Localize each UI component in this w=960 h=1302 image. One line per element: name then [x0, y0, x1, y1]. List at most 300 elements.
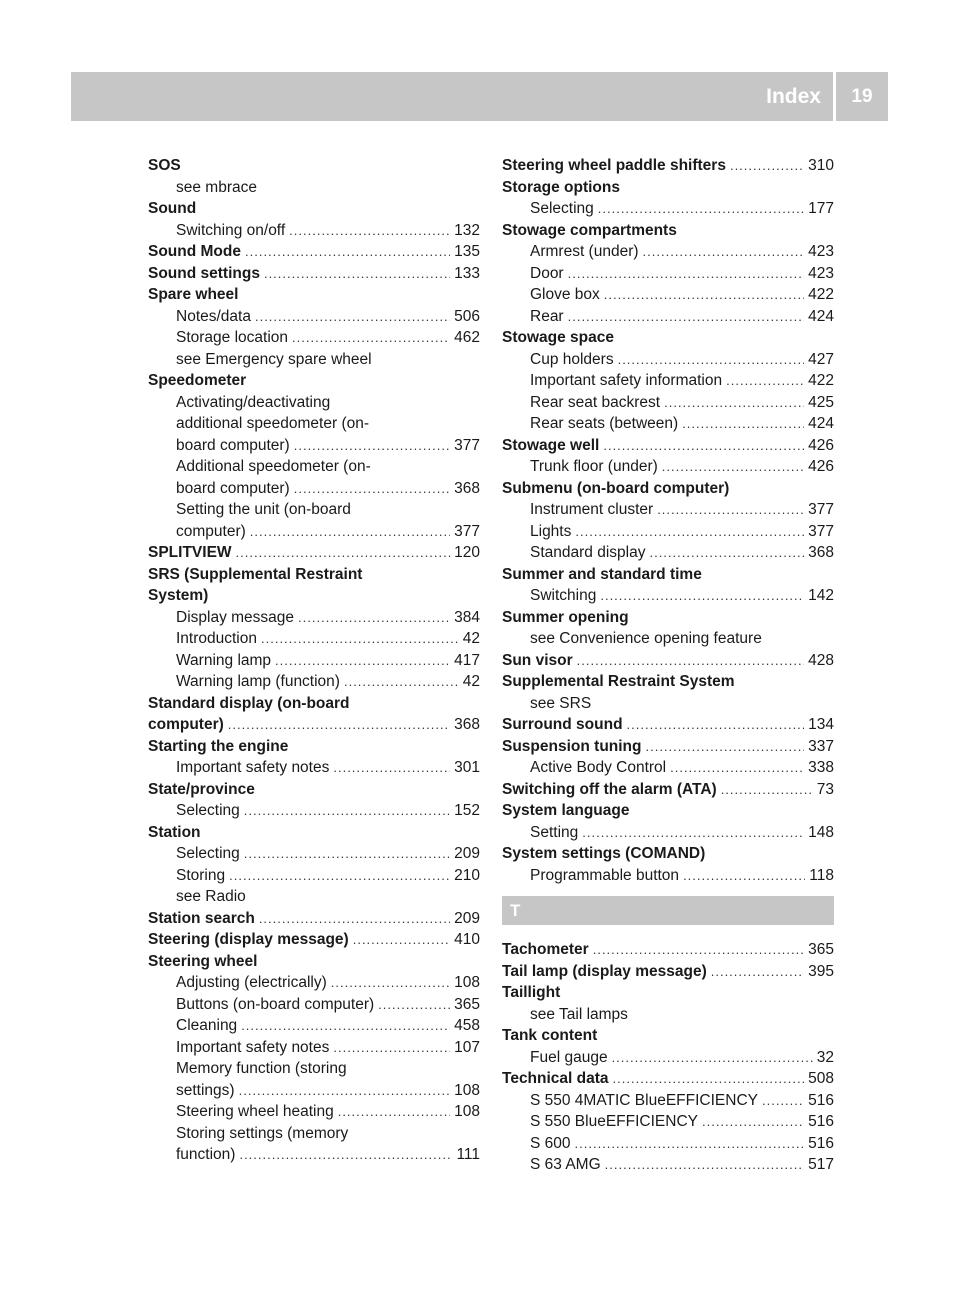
index-subentry[interactable]	[148, 1015, 480, 1037]
index-subentry[interactable]	[502, 1090, 834, 1112]
index-subentry[interactable]	[502, 456, 834, 478]
dot-leader	[255, 306, 450, 328]
dot-leader	[730, 155, 804, 177]
entry-page-number[interactable]: 424	[808, 307, 834, 325]
entry-term: Taillight	[502, 984, 561, 1001]
entry-term: Stowage space	[502, 329, 614, 346]
dot-leader	[294, 435, 450, 457]
index-subentry[interactable]	[502, 1154, 834, 1176]
index-entry[interactable]	[148, 929, 480, 951]
index-subentry[interactable]	[502, 198, 834, 220]
dot-leader	[298, 607, 450, 629]
index-entry	[148, 284, 480, 306]
index-subentry[interactable]	[148, 435, 480, 457]
dot-leader	[683, 865, 805, 887]
index-entry	[502, 607, 834, 629]
entry-page-number[interactable]: 337	[808, 737, 834, 755]
entry-term: System)	[148, 587, 209, 604]
entry-term: Switching off the alarm (ATA)	[502, 780, 717, 798]
index-subentry[interactable]	[148, 865, 480, 887]
entry-page-number[interactable]: 177	[808, 200, 834, 217]
entry-page-number[interactable]: 410	[454, 931, 480, 948]
dot-leader	[264, 263, 450, 285]
index-entry	[502, 177, 834, 199]
index-subentry	[148, 456, 480, 478]
entry-term: Trunk floor (under)	[530, 458, 658, 475]
entry-page-number[interactable]: 508	[808, 1070, 834, 1087]
entry-term: Notes/data	[176, 307, 251, 325]
entry-page-number[interactable]: 209	[454, 909, 480, 927]
entry-page-number[interactable]: 134	[808, 716, 834, 733]
dot-leader	[627, 714, 805, 736]
entry-term: Storing settings (memory	[176, 1124, 349, 1142]
entry-page-number[interactable]: 377	[454, 522, 480, 540]
index-entry	[502, 1025, 834, 1047]
dot-leader	[662, 456, 804, 478]
entry-page-number[interactable]: 428	[808, 651, 834, 669]
entry-page-number[interactable]: 417	[454, 651, 480, 669]
entry-page-number[interactable]: 135	[454, 243, 480, 260]
entry-page-number[interactable]: 108	[454, 1081, 480, 1099]
entry-term: Sun visor	[502, 651, 573, 669]
index-column-left	[148, 155, 480, 1166]
entry-term: Steering wheel	[148, 952, 258, 970]
dot-leader	[244, 843, 450, 865]
entry-term: Switching on/off	[176, 221, 286, 239]
entry-page-number[interactable]: 426	[808, 458, 834, 475]
dot-leader	[378, 994, 450, 1016]
entry-page-number[interactable]: 365	[454, 995, 480, 1013]
index-entry	[502, 478, 834, 500]
entry-term: Stowage well	[502, 436, 600, 454]
index-subentry[interactable]	[502, 349, 834, 371]
dot-leader	[664, 392, 804, 414]
entry-page-number[interactable]: 73	[816, 780, 834, 798]
dot-leader	[721, 779, 813, 801]
index-subentry[interactable]	[502, 1133, 834, 1155]
entry-term: see Tail lamps	[530, 1005, 628, 1023]
dot-leader	[598, 198, 804, 220]
header-bar	[71, 72, 888, 121]
index-entry	[148, 564, 480, 586]
dot-leader	[604, 284, 804, 306]
entry-term: Suspension tuning	[502, 737, 642, 755]
dot-leader	[603, 435, 804, 457]
entry-term: Activating/deactivating	[176, 393, 331, 411]
entry-page-number[interactable]: 458	[454, 1017, 480, 1034]
entry-term: SOS	[148, 157, 181, 174]
dot-leader	[575, 1133, 805, 1155]
entry-term: Selecting	[176, 802, 240, 819]
entry-term: Display message	[176, 608, 295, 626]
entry-term: board computer)	[176, 479, 290, 497]
index-subentry[interactable]	[148, 972, 480, 994]
entry-term: Sound settings	[148, 264, 260, 282]
dot-leader	[245, 241, 450, 263]
entry-page-number[interactable]: 107	[454, 1038, 480, 1056]
entry-term: Warning lamp	[176, 651, 272, 669]
entry-term: S 550 BlueEFFICIENCY	[530, 1113, 698, 1130]
index-entry[interactable]	[502, 1068, 834, 1090]
index-column-right	[502, 155, 834, 1176]
index-subentry[interactable]	[148, 607, 480, 629]
entry-term: Armrest (under)	[530, 243, 639, 260]
dot-leader	[292, 327, 450, 349]
index-entry	[502, 564, 834, 586]
entry-page-number[interactable]: 310	[808, 157, 834, 174]
entry-term: Standard display (on-board	[148, 694, 350, 712]
dot-leader	[244, 800, 450, 822]
entry-term: S 550 4MATIC BlueEFFICIENCY	[530, 1091, 758, 1109]
entry-page-number[interactable]: 517	[808, 1156, 834, 1173]
index-entry[interactable]	[502, 961, 834, 983]
index-entry	[502, 843, 834, 865]
dot-leader	[333, 1037, 450, 1059]
entry-term: see Radio	[176, 888, 246, 905]
index-subentry[interactable]	[502, 757, 834, 779]
dot-leader	[726, 370, 804, 392]
index-subentry	[148, 349, 480, 371]
dot-leader	[338, 1101, 450, 1123]
index-subentry[interactable]	[502, 521, 834, 543]
index-entry[interactable]	[148, 263, 480, 285]
index-entry[interactable]	[148, 542, 480, 564]
index-entry	[148, 822, 480, 844]
entry-term: Adjusting (electrically)	[176, 974, 327, 991]
index-subentry	[148, 886, 480, 908]
index-subentry[interactable]	[148, 220, 480, 242]
entry-page-number[interactable]: 427	[808, 350, 834, 368]
index-subentry[interactable]	[148, 521, 480, 543]
index-subentry[interactable]	[502, 284, 834, 306]
entry-term: Buttons (on-board computer)	[176, 995, 375, 1013]
entry-term: additional speedometer (on-	[176, 415, 370, 432]
index-entry[interactable]	[148, 908, 480, 930]
index-subentry[interactable]	[148, 1144, 480, 1166]
entry-page-number[interactable]: 377	[808, 522, 834, 540]
dot-leader	[612, 1047, 813, 1069]
entry-page-number[interactable]: 422	[808, 286, 834, 303]
page-number: 19	[851, 85, 873, 107]
entry-page-number[interactable]: 365	[808, 941, 834, 958]
entry-term: Important safety notes	[176, 1038, 330, 1056]
index-entry	[148, 736, 480, 758]
dot-leader	[333, 757, 450, 779]
index-entry	[502, 220, 834, 242]
dot-leader	[762, 1090, 804, 1112]
entry-term: System language	[502, 802, 630, 819]
dot-leader	[643, 241, 805, 263]
entry-page-number[interactable]: 142	[808, 587, 834, 604]
entry-term: Setting the unit (on-board	[176, 501, 351, 518]
entry-term: Supplemental Restraint System	[502, 673, 735, 690]
dot-leader	[577, 650, 804, 672]
dot-leader	[239, 1144, 452, 1166]
entry-term: settings)	[176, 1081, 235, 1099]
index-entry	[502, 327, 834, 349]
index-entry	[148, 155, 480, 177]
dot-leader	[353, 929, 450, 951]
entry-page-number[interactable]: 152	[454, 802, 480, 819]
dot-leader	[261, 628, 459, 650]
entry-term: Tail lamp (display message)	[502, 962, 707, 980]
index-subentry[interactable]	[502, 585, 834, 607]
dot-leader	[711, 961, 804, 983]
index-subentry[interactable]	[148, 650, 480, 672]
entry-page-number[interactable]: 301	[454, 759, 480, 776]
entry-term: see Convenience opening feature	[530, 630, 762, 647]
index-subentry	[502, 628, 834, 650]
entry-term: Selecting	[176, 845, 240, 862]
entry-term: Summer and standard time	[502, 565, 702, 583]
entry-page-number[interactable]: 133	[454, 264, 480, 282]
index-entry[interactable]	[502, 714, 834, 736]
dot-leader	[657, 499, 804, 521]
dot-leader	[236, 542, 451, 564]
entry-page-number[interactable]: 42	[462, 630, 480, 647]
index-subentry[interactable]	[502, 413, 834, 435]
dot-leader	[600, 585, 804, 607]
index-subentry[interactable]	[148, 1101, 480, 1123]
entry-page-number[interactable]: 132	[454, 221, 480, 239]
index-subentry[interactable]	[502, 822, 834, 844]
entry-term: Door	[530, 264, 564, 282]
entry-term: Stowage compartments	[502, 221, 677, 239]
dot-leader	[618, 349, 805, 371]
dot-leader	[605, 1154, 804, 1176]
entry-term: Active Body Control	[530, 759, 667, 776]
entry-term: Starting the engine	[148, 737, 289, 755]
index-subentry[interactable]	[502, 241, 834, 263]
entry-page-number[interactable]: 108	[454, 1103, 480, 1120]
entry-page-number[interactable]: 338	[808, 759, 834, 776]
entry-page-number[interactable]: 210	[454, 866, 480, 884]
entry-term: Important safety notes	[176, 759, 330, 776]
index-subentry[interactable]	[502, 263, 834, 285]
entry-page-number[interactable]: 425	[808, 393, 834, 411]
entry-page-number[interactable]: 209	[454, 845, 480, 862]
entry-page-number[interactable]: 368	[454, 716, 480, 733]
entry-page-number[interactable]: 377	[454, 436, 480, 454]
dot-leader	[649, 542, 804, 564]
index-entry	[148, 585, 480, 607]
entry-term: Spare wheel	[148, 286, 239, 303]
dot-leader	[568, 263, 805, 285]
index-subentry	[148, 499, 480, 521]
entry-term: see mbrace	[176, 178, 257, 196]
dot-leader	[228, 714, 450, 736]
index-subentry[interactable]	[148, 1080, 480, 1102]
index-subentry[interactable]	[148, 671, 480, 693]
entry-term: Cup holders	[530, 350, 614, 368]
entry-term: Speedometer	[148, 372, 247, 389]
index-subentry[interactable]	[502, 542, 834, 564]
entry-term: Tachometer	[502, 941, 589, 958]
entry-page-number[interactable]: 423	[808, 264, 834, 282]
entry-page-number[interactable]: 111	[456, 1146, 480, 1163]
entry-term: Summer opening	[502, 608, 629, 626]
entry-term: see SRS	[530, 694, 592, 712]
entry-term: Sound Mode	[148, 243, 241, 260]
dot-leader	[289, 220, 450, 242]
index-entry[interactable]	[502, 155, 834, 177]
entry-term: Storing	[176, 866, 226, 884]
entry-term: computer)	[176, 522, 246, 540]
entry-term: SRS (Supplemental Restraint	[148, 565, 363, 583]
dot-leader	[239, 1080, 451, 1102]
entry-term: Switching	[530, 587, 597, 604]
entry-page-number[interactable]: 108	[454, 974, 480, 991]
entry-term: Setting	[530, 823, 579, 841]
entry-term: Technical data	[502, 1070, 609, 1087]
entry-term: S 600	[530, 1134, 571, 1152]
entry-term: Steering wheel paddle shifters	[502, 157, 726, 174]
entry-term: computer)	[148, 716, 224, 733]
dot-leader	[250, 521, 450, 543]
dot-leader	[593, 939, 804, 961]
index-entry[interactable]	[502, 736, 834, 758]
dot-leader	[241, 1015, 450, 1037]
dot-leader	[682, 413, 804, 435]
index-subentry[interactable]	[502, 499, 834, 521]
entry-page-number[interactable]: 368	[808, 544, 834, 561]
index-subentry[interactable]	[148, 800, 480, 822]
index-entry[interactable]	[502, 650, 834, 672]
dot-leader	[294, 478, 450, 500]
entry-term: Storage options	[502, 178, 620, 196]
index-entry	[148, 693, 480, 715]
entry-term: Lights	[530, 522, 572, 540]
index-subentry[interactable]	[148, 478, 480, 500]
entry-page-number[interactable]: 32	[816, 1048, 834, 1066]
entry-term: S 63 AMG	[530, 1156, 601, 1173]
entry-page-number[interactable]: 118	[809, 866, 834, 884]
index-subentry[interactable]	[502, 865, 834, 887]
page-title: Index	[766, 84, 821, 108]
index-subentry	[148, 1058, 480, 1080]
dot-leader	[344, 671, 459, 693]
entry-term: board computer)	[176, 436, 290, 454]
entry-page-number[interactable]: 384	[454, 608, 480, 626]
dot-leader	[582, 822, 804, 844]
entry-term: Surround sound	[502, 716, 623, 733]
entry-term: Programmable button	[530, 866, 680, 884]
index-subentry[interactable]	[502, 306, 834, 328]
entry-page-number[interactable]: 506	[454, 307, 480, 325]
entry-page-number[interactable]: 516	[808, 1091, 834, 1109]
entry-term: System settings (COMAND)	[502, 845, 706, 862]
entry-term: Station search	[148, 909, 255, 927]
entry-term: Steering (display message)	[148, 931, 349, 948]
entry-term: Warning lamp (function)	[176, 673, 340, 690]
entry-term: Important safety information	[530, 372, 723, 389]
index-entry	[148, 198, 480, 220]
index-subentry	[502, 693, 834, 715]
index-subentry[interactable]	[502, 392, 834, 414]
entry-term: Station	[148, 823, 201, 841]
index-entry[interactable]	[502, 779, 834, 801]
index-entry[interactable]	[148, 714, 480, 736]
entry-page-number[interactable]: 395	[808, 962, 834, 980]
entry-page-number[interactable]: 462	[454, 329, 480, 346]
index-entry	[148, 779, 480, 801]
dot-leader	[568, 306, 805, 328]
entry-page-number[interactable]: 120	[454, 544, 480, 561]
index-entry[interactable]	[502, 939, 834, 961]
dot-leader	[575, 521, 804, 543]
entry-term: Cleaning	[176, 1017, 238, 1034]
index-subentry[interactable]	[148, 306, 480, 328]
entry-term: Sound	[148, 200, 197, 217]
dot-leader	[275, 650, 450, 672]
entry-page-number[interactable]: 516	[808, 1134, 834, 1152]
index-subentry	[148, 177, 480, 199]
index-entry	[148, 370, 480, 392]
index-subentry	[148, 392, 480, 414]
index-subentry[interactable]	[148, 1037, 480, 1059]
index-subentry	[148, 1123, 480, 1145]
index-entry	[502, 982, 834, 1004]
entry-term: Standard display	[530, 544, 646, 561]
index-entry	[148, 951, 480, 973]
dot-leader	[613, 1068, 805, 1090]
index-subentry[interactable]	[148, 843, 480, 865]
entry-page-number[interactable]: 516	[808, 1113, 834, 1130]
dot-leader	[331, 972, 450, 994]
entry-term: Additional speedometer (on-	[176, 458, 371, 475]
entry-page-number[interactable]: 424	[808, 415, 834, 432]
entry-page-number[interactable]: 368	[454, 479, 480, 497]
entry-page-number[interactable]: 148	[808, 823, 834, 841]
index-subentry[interactable]	[148, 757, 480, 779]
section-letter-heading: T	[502, 896, 834, 925]
index-subentry	[148, 413, 480, 435]
entry-term: Introduction	[176, 630, 257, 647]
entry-term: Selecting	[530, 200, 594, 217]
entry-term: Fuel gauge	[530, 1048, 608, 1066]
entry-term: Rear seat backrest	[530, 393, 661, 411]
index-entry[interactable]	[148, 241, 480, 263]
entry-page-number[interactable]: 422	[808, 372, 834, 389]
entry-page-number[interactable]: 377	[808, 501, 834, 518]
entry-page-number[interactable]: 423	[808, 243, 834, 260]
dot-leader	[259, 908, 450, 930]
entry-term: Memory function (storing	[176, 1060, 347, 1077]
entry-term: State/province	[148, 780, 255, 798]
entry-term: Submenu (on-board computer)	[502, 479, 730, 497]
index-entry[interactable]	[502, 435, 834, 457]
entry-page-number[interactable]: 426	[808, 436, 834, 454]
entry-term: Glove box	[530, 286, 600, 303]
index-subentry[interactable]	[148, 994, 480, 1016]
index-subentry[interactable]	[502, 370, 834, 392]
entry-term: SPLITVIEW	[148, 544, 232, 561]
dot-leader	[229, 865, 450, 887]
entry-term: Rear seats (between)	[530, 415, 679, 432]
index-subentry[interactable]	[502, 1111, 834, 1133]
index-subentry[interactable]	[502, 1047, 834, 1069]
index-entry	[502, 800, 834, 822]
index-subentry[interactable]	[148, 327, 480, 349]
dot-leader	[670, 757, 804, 779]
index-subentry[interactable]	[148, 628, 480, 650]
entry-term: Storage location	[176, 329, 289, 346]
index-entry	[502, 671, 834, 693]
entry-term: Tank content	[502, 1027, 598, 1044]
entry-term: Steering wheel heating	[176, 1103, 334, 1120]
entry-page-number[interactable]: 42	[462, 673, 480, 690]
entry-term: Rear	[530, 307, 564, 325]
